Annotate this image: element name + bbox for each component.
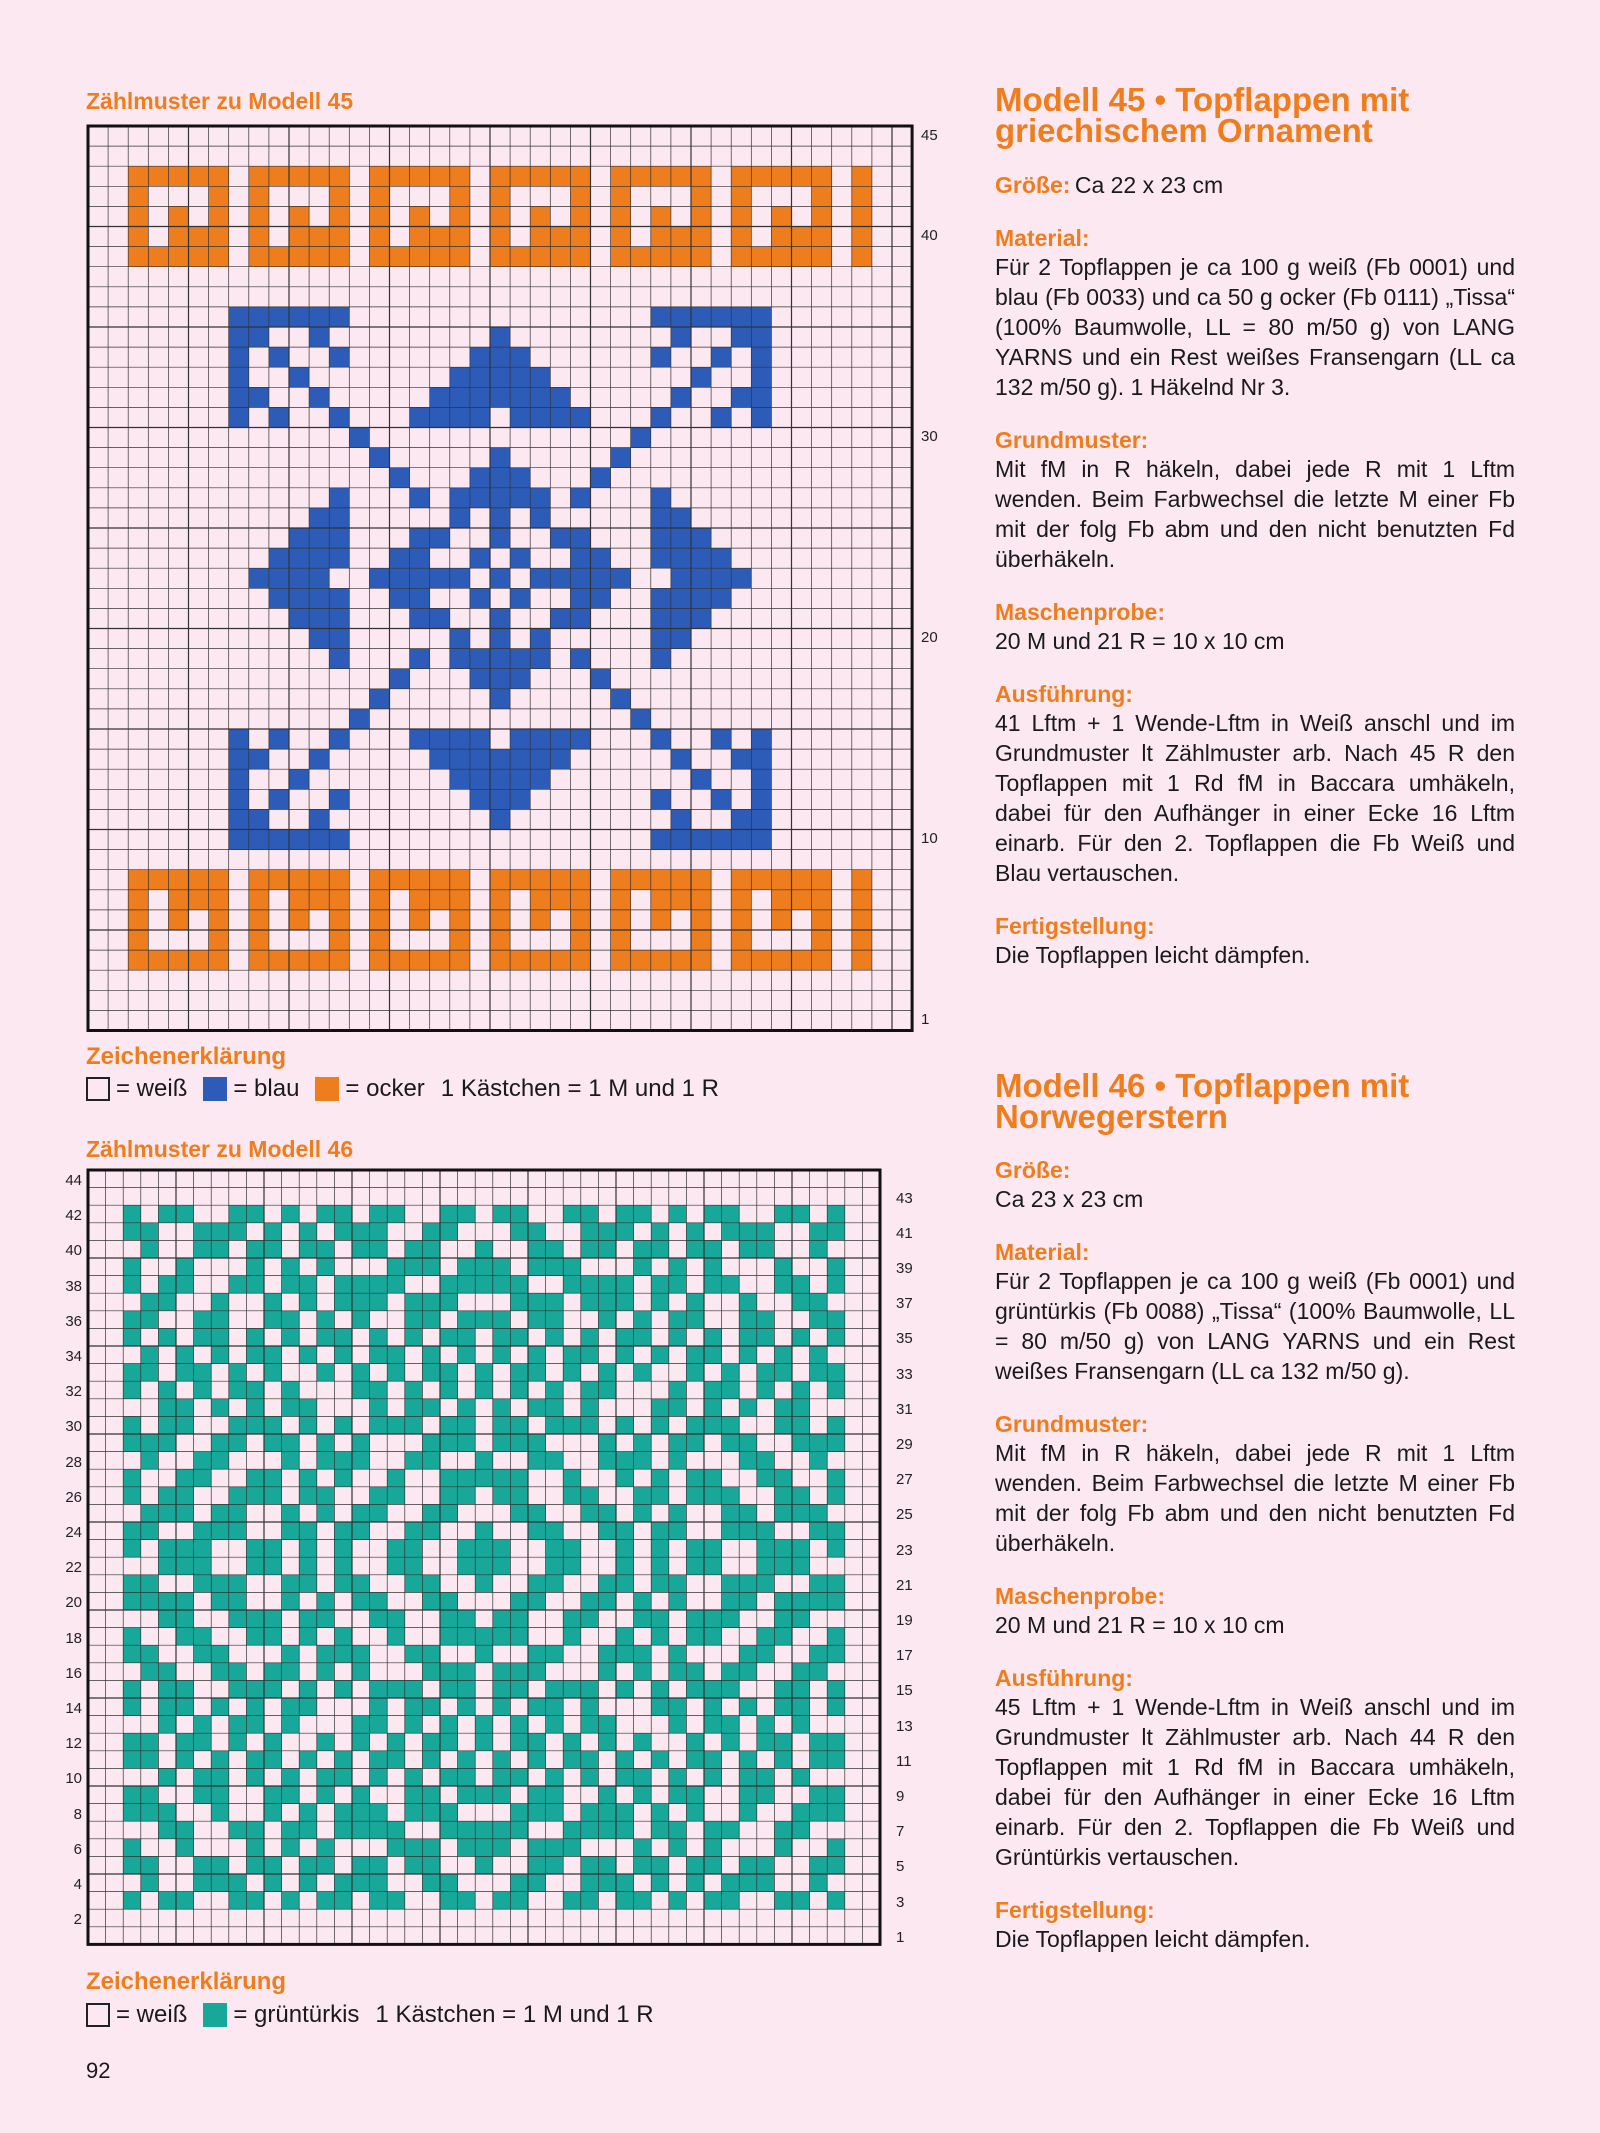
- blue-swatch: [203, 1077, 227, 1101]
- chart46-row-label-right: 1: [896, 1928, 905, 1946]
- model45-grundmuster-heading: Grundmuster:: [995, 427, 1149, 453]
- chart45-legend: [86, 1075, 719, 1103]
- model45-ausfuehrung-text: 41 Lftm + 1 Wende-Lftm in Weiß anschl und im Grundmuster lt Zählmuster arb. Nach 45 R den Topflappen mit 1 Rd fM in Baccara umhäkeln, dabei für den Aufhänger in einer Ecke 16 Lftm einarb. Für den 2. Topflappen die Fb Weiß und Blau vertauschen.: [995, 710, 1515, 886]
- chart46-row-label-left: 20: [65, 1594, 82, 1612]
- model46-ausfuehrung-text: 45 Lftm + 1 Wende-Lftm in Weiß anschl und im Grundmuster lt Zählmuster arb. Nach 44 R den Topflappen mit 1 Rd fM in Baccara umhäkeln, dabei für den Aufhänger in einer Ecke 16 Lftm einarb. Für den 2. Topflappen die Fb Weiß und Grüntürkis vertauschen.: [995, 1694, 1515, 1870]
- model45-title: [995, 81, 1515, 149]
- legend-note: 1 Kästchen = 1 M und 1 R: [440, 1075, 719, 1102]
- chart46-row-label-right: 13: [896, 1717, 913, 1735]
- model46-title: [995, 1067, 1515, 1135]
- white-swatch: [86, 1077, 110, 1101]
- page-number: 92: [86, 2058, 111, 2083]
- chart46-row-label-right: 5: [896, 1858, 905, 1876]
- model46-maschenprobe-heading: Maschenprobe:: [995, 1583, 1165, 1609]
- model46-material-heading: Material:: [995, 1239, 1090, 1265]
- chart46-row-label-right: 19: [896, 1612, 913, 1629]
- model45-groesse-heading: Größe:: [995, 172, 1071, 198]
- chart45-title: Zählmuster zu Modell 45: [86, 88, 354, 114]
- chart46-row-label-right: 23: [896, 1541, 913, 1559]
- chart46-row-label-left: 26: [65, 1488, 82, 1506]
- chart46-row-label-left: 6: [73, 1840, 82, 1858]
- chart46-row-label-right: 41: [896, 1224, 913, 1242]
- chart46-row-label-left: 14: [65, 1700, 82, 1717]
- model45-groesse-text: Ca 22 x 23 cm: [1074, 172, 1224, 198]
- chart45-row-label: 1: [921, 1011, 930, 1028]
- chart46-grid: [86, 1168, 882, 1946]
- chart46-row-label-left: 4: [73, 1876, 82, 1893]
- chart46-row-label-left: 44: [65, 1172, 82, 1189]
- teal-swatch: [203, 2003, 227, 2027]
- counting-chart-svg: [86, 124, 914, 1033]
- chart46-row-label-left: 12: [65, 1735, 82, 1753]
- chart46-row-label-right: 7: [896, 1823, 905, 1841]
- chart46-row-label-left: 22: [65, 1559, 82, 1577]
- chart45-grid: [86, 124, 914, 1033]
- model46-grundmuster-heading: Grundmuster:: [995, 1411, 1149, 1437]
- chart46-row-label-right: 33: [896, 1365, 913, 1383]
- model45-fertigstellung-text: Die Topflappen leicht dämpfen.: [995, 942, 1311, 968]
- legend-teal-label: = grüntürkis: [233, 2001, 360, 2028]
- chart46-row-label-left: 16: [65, 1664, 82, 1682]
- chart46-title: Zählmuster zu Modell 46: [86, 1136, 354, 1162]
- chart46-row-label-right: 17: [896, 1647, 913, 1665]
- chart46-row-label-right: 31: [896, 1400, 913, 1418]
- chart46-row-label-left: 36: [65, 1312, 82, 1330]
- model45-material-text: Für 2 Topflappen je ca 100 g weiß (Fb 0001) und blau (Fb 0033) und ca 50 g ocker (Fb 0111) „Tissa“ (100% Baumwolle, LL = 80 m/50 g) von LANG YARNS und ein Rest weißes Fransengarn (LL ca 132 m/50 g). 1 Häkelnd Nr 3.: [995, 254, 1515, 400]
- legend-blue-label: = blau: [233, 1075, 300, 1102]
- legend-white-label: = weiß: [116, 1075, 188, 1102]
- chart46-row-label-left: 32: [65, 1383, 82, 1401]
- model46-grundmuster-text: Mit fM in R häkeln, dabei jede R mit 1 Lftm wenden. Beim Farbwechsel die letzte M einer Fb mit der folg Fb abm und den nicht benutzten Fd überhäkeln.: [995, 1440, 1515, 1556]
- chart46-row-label-left: 10: [65, 1770, 82, 1788]
- chart45-row-label: 30: [921, 428, 938, 445]
- chart46-row-label-left: 40: [65, 1242, 82, 1260]
- model46-groesse-text: Ca 23 x 23 cm: [995, 1186, 1144, 1212]
- chart46-row-label-right: 35: [896, 1330, 913, 1348]
- chart46-row-label-left: 18: [65, 1629, 82, 1647]
- model46-title-line2: Norwegerstern: [995, 1098, 1228, 1135]
- model46-section: [995, 1067, 1515, 1954]
- model45-fertigstellung-heading: Fertigstellung:: [995, 913, 1155, 939]
- chart46-row-label-left: 34: [65, 1348, 82, 1365]
- chart46-row-label-right: 15: [896, 1682, 913, 1700]
- chart46-row-label-left: 2: [73, 1911, 82, 1929]
- chart45-row-label: 45: [921, 127, 938, 144]
- model46-title-line1: Modell 46 • Topflappen mit: [995, 1067, 1410, 1104]
- chart46-row-label-right: 27: [896, 1471, 913, 1489]
- model45-section: [995, 81, 1515, 970]
- chart46-row-label-right: 43: [896, 1189, 913, 1207]
- legend-white-label: = weiß: [116, 2001, 188, 2028]
- ocker-swatch: [315, 1077, 339, 1101]
- chart46-row-label-left: 8: [73, 1805, 82, 1823]
- chart46-row-label-right: 37: [896, 1295, 913, 1313]
- model45-material-heading: Material:: [995, 225, 1090, 251]
- model45-title-line2: griechischem Ornament: [995, 112, 1373, 149]
- legend-note: 1 Kästchen = 1 M und 1 R: [375, 2001, 654, 2028]
- model46-material-text: Für 2 Topflappen je ca 100 g weiß (Fb 0001) und grüntürkis (Fb 0088) „Tissa“ (100% Baumwolle, LL = 80 m/50 g) von LANG YARNS und ein Rest weißes Fransengarn (LL ca 132 m/50 g).: [995, 1268, 1515, 1384]
- chart46-row-label-right: 39: [896, 1260, 913, 1277]
- counting-chart-svg: [86, 1168, 882, 1946]
- chart46-legend: [86, 2001, 654, 2029]
- chart46-row-label-right: 3: [896, 1893, 905, 1911]
- chart46-legend-title: Zeichenerklärung: [86, 1968, 287, 1995]
- chart46-row-label-left: 24: [65, 1524, 82, 1541]
- model46-maschenprobe-text: 20 M und 21 R = 10 x 10 cm: [995, 1612, 1285, 1638]
- model45-ausfuehrung-heading: Ausführung:: [995, 681, 1133, 707]
- model46-fertigstellung-text: Die Topflappen leicht dämpfen.: [995, 1926, 1311, 1952]
- chart45-row-label: 20: [921, 629, 938, 646]
- model45-maschenprobe-text: 20 M und 21 R = 10 x 10 cm: [995, 628, 1285, 654]
- chart46-row-label-left: 38: [65, 1277, 82, 1295]
- model45-maschenprobe-heading: Maschenprobe:: [995, 599, 1165, 625]
- chart46-row-label-right: 9: [896, 1788, 905, 1805]
- chart46-row-label-right: 25: [896, 1506, 913, 1524]
- chart46-row-label-right: 21: [896, 1576, 913, 1594]
- model46-groesse-heading: Größe:: [995, 1157, 1071, 1183]
- chart46-row-label-left: 28: [65, 1453, 82, 1471]
- chart45-row-label: 40: [921, 227, 938, 244]
- legend-ocker-label: = ocker: [345, 1075, 425, 1102]
- chart46-row-label-left: 42: [65, 1207, 82, 1225]
- chart45-row-label: 10: [921, 830, 938, 847]
- chart45-legend-title: Zeichenerklärung: [86, 1043, 287, 1070]
- model45-grundmuster-text: Mit fM in R häkeln, dabei jede R mit 1 Lftm wenden. Beim Farbwechsel die letzte M einer Fb mit der folg Fb abm und den nicht benutzten Fd überhäkeln.: [995, 456, 1515, 572]
- model46-fertigstellung-heading: Fertigstellung:: [995, 1897, 1155, 1923]
- chart46-row-label-right: 11: [896, 1752, 912, 1770]
- white-swatch: [86, 2003, 110, 2027]
- model45-title-line1: Modell 45 • Topflappen mit: [995, 81, 1410, 118]
- chart46-row-label-left: 30: [65, 1418, 82, 1436]
- chart46-row-label-right: 29: [896, 1436, 913, 1453]
- model46-ausfuehrung-heading: Ausführung:: [995, 1665, 1133, 1691]
